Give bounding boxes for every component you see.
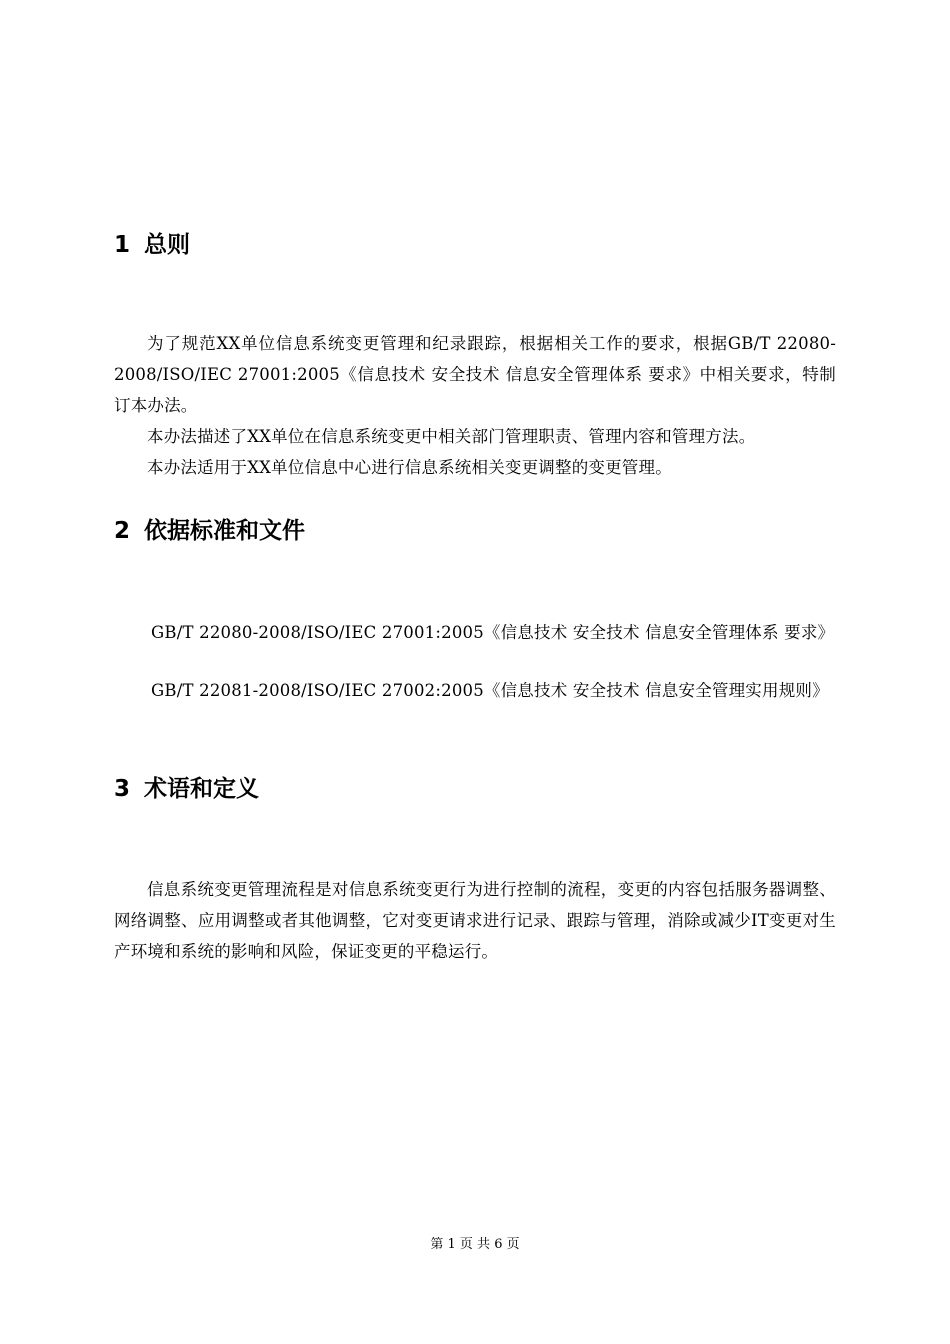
section-heading-3: [114, 774, 259, 804]
paragraph: 本办法描述了XX单位在信息系统变更中相关部门管理职责、管理内容和管理方法。: [147, 427, 756, 446]
section-heading-1: [114, 230, 190, 260]
paragraph: 为了规范XX单位信息系统变更管理和纪录跟踪，根据相关工作的要求，根据GB/T 22080-2008/ISO/IEC 27001:2005《信息技术 安全技术 信息安全管理体系 要求》中相关要求，特制订本办法。: [114, 334, 836, 415]
section-title: 总则: [144, 232, 191, 258]
section-title: 术语和定义: [144, 776, 260, 802]
section-number: 1: [114, 232, 131, 258]
page-footer: 第 1 页 共 6 页: [430, 1237, 520, 1252]
paragraph: 本办法适用于XX单位信息中心进行信息系统相关变更调整的变更管理。: [147, 458, 672, 477]
section-number: 2: [114, 518, 131, 544]
paragraph: 信息系统变更管理流程是对信息系统变更行为进行控制的流程，变更的内容包括服务器调整、网络调整、应用调整或者其他调整，它对变更请求进行记录、跟踪与管理，消除或减少IT变更对生产环境和系统的影响和风险，保证变更的平稳运行。: [114, 880, 836, 961]
section-heading-2: [114, 516, 305, 546]
reference-item: GB/T 22080-2008/ISO/IEC 27001:2005《信息技术 安全技术 信息安全管理体系 要求》: [151, 623, 835, 642]
reference-item: GB/T 22081-2008/ISO/IEC 27002:2005《信息技术 安全技术 信息安全管理实用规则》: [151, 681, 829, 700]
section-number: 3: [114, 776, 131, 802]
section-title: 依据标准和文件: [144, 518, 306, 544]
